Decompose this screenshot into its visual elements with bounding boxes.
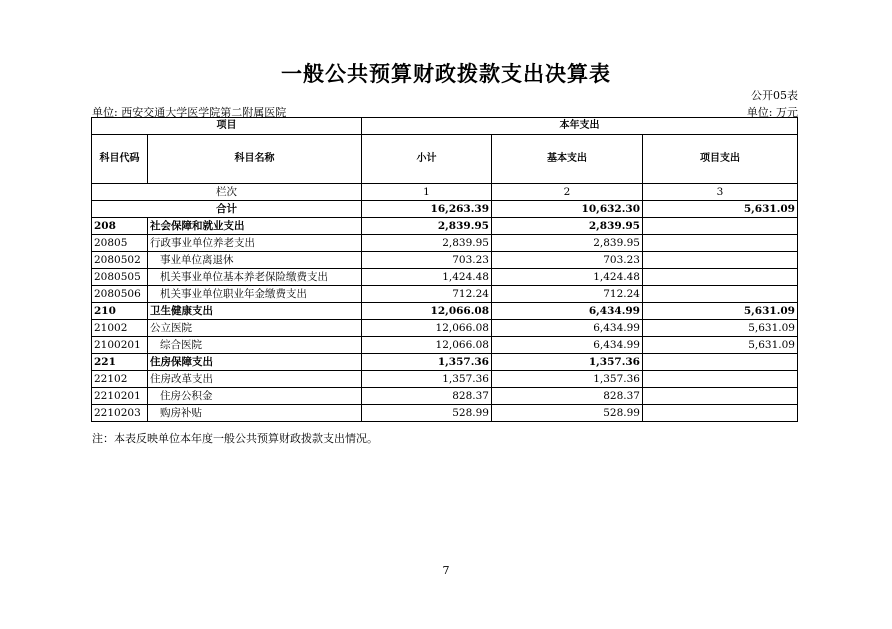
- row-name: 行政事业单位养老支出: [148, 235, 362, 252]
- row-project: [643, 235, 798, 252]
- table-row: [92, 218, 798, 235]
- currency-unit: 单位: 万元: [746, 106, 798, 119]
- row-project: [643, 405, 798, 422]
- code-header: 科目代码: [92, 135, 148, 184]
- row-code: 20805: [92, 235, 148, 252]
- row-subtotal: 2,839.95: [362, 218, 492, 235]
- row-code: 210: [92, 303, 148, 320]
- row-code: 208: [92, 218, 148, 235]
- row-basic: 2,839.95: [492, 235, 643, 252]
- row-code: 2080502: [92, 252, 148, 269]
- page-title: 一般公共预算财政拨款支出决算表: [281, 62, 611, 86]
- row-basic: 1,357.36: [492, 371, 643, 388]
- row-basic: 6,434.99: [492, 320, 643, 337]
- row-subtotal: 2,839.95: [362, 235, 492, 252]
- row-basic: 6,434.99: [492, 303, 643, 320]
- total-row: [92, 201, 798, 218]
- row-basic: 528.99: [492, 405, 643, 422]
- column-2: 2: [492, 184, 643, 201]
- row-project: [643, 252, 798, 269]
- row-name: 社会保障和就业支出: [148, 218, 362, 235]
- table-row: [92, 354, 798, 371]
- row-subtotal: 1,357.36: [362, 371, 492, 388]
- table-row: [92, 320, 798, 337]
- row-name: 公立医院: [148, 320, 362, 337]
- expenditure-table: [91, 117, 798, 422]
- project-header: 项目: [92, 118, 362, 135]
- row-code: 2080506: [92, 286, 148, 303]
- row-project: [643, 269, 798, 286]
- row-code: 221: [92, 354, 148, 371]
- table-row: [92, 405, 798, 422]
- total-subtotal: 16,263.39: [362, 201, 492, 218]
- row-project: 5,631.09: [643, 320, 798, 337]
- row-project: [643, 286, 798, 303]
- row-name: 住房改革支出: [148, 371, 362, 388]
- row-basic: 6,434.99: [492, 337, 643, 354]
- reporting-unit: 单位: 西安交通大学医学院第二附属医院: [92, 106, 287, 119]
- table-row: [92, 269, 798, 286]
- table-row: [92, 303, 798, 320]
- row-code: 22102: [92, 371, 148, 388]
- row-name: 购房补贴: [148, 405, 362, 422]
- row-name: 住房公积金: [148, 388, 362, 405]
- row-code: 2210201: [92, 388, 148, 405]
- row-project: [643, 371, 798, 388]
- total-label: 合计: [92, 201, 362, 218]
- total-basic: 10,632.30: [492, 201, 643, 218]
- row-subtotal: 1,424.48: [362, 269, 492, 286]
- row-subtotal: 712.24: [362, 286, 492, 303]
- row-project: 5,631.09: [643, 303, 798, 320]
- row-subtotal: 12,066.08: [362, 320, 492, 337]
- basic-header: 基本支出: [492, 135, 643, 184]
- row-code: 2100201: [92, 337, 148, 354]
- column-label: 栏次: [92, 184, 362, 201]
- subtotal-header: 小计: [362, 135, 492, 184]
- row-basic: 2,839.95: [492, 218, 643, 235]
- row-subtotal: 1,357.36: [362, 354, 492, 371]
- column-index-row: [92, 184, 798, 201]
- column-1: 1: [362, 184, 492, 201]
- row-project: 5,631.09: [643, 337, 798, 354]
- header-row-1: [92, 118, 798, 135]
- row-code: 2080505: [92, 269, 148, 286]
- row-name: 机关事业单位职业年金缴费支出: [148, 286, 362, 303]
- form-number: 公开05表: [751, 89, 798, 102]
- row-code: 21002: [92, 320, 148, 337]
- table-row: [92, 388, 798, 405]
- row-basic: 1,357.36: [492, 354, 643, 371]
- table-row: [92, 252, 798, 269]
- row-code: 2210203: [92, 405, 148, 422]
- table-row: [92, 235, 798, 252]
- table-row: [92, 371, 798, 388]
- row-subtotal: 12,066.08: [362, 303, 492, 320]
- row-name: 卫生健康支出: [148, 303, 362, 320]
- row-name: 机关事业单位基本养老保险缴费支出: [148, 269, 362, 286]
- name-header: 科目名称: [148, 135, 362, 184]
- table-note: 注：本表反映单位本年度一般公共预算财政拨款支出情况。: [92, 432, 378, 445]
- header-row-2: [92, 135, 798, 184]
- row-name: 事业单位离退休: [148, 252, 362, 269]
- row-project: [643, 354, 798, 371]
- row-basic: 1,424.48: [492, 269, 643, 286]
- row-name: 综合医院: [148, 337, 362, 354]
- row-subtotal: 703.23: [362, 252, 492, 269]
- row-project: [643, 218, 798, 235]
- row-basic: 703.23: [492, 252, 643, 269]
- row-project: [643, 388, 798, 405]
- total-project: 5,631.09: [643, 201, 798, 218]
- current-year-header: 本年支出: [362, 118, 798, 135]
- table-row: [92, 337, 798, 354]
- project-exp-header: 项目支出: [643, 135, 798, 184]
- row-subtotal: 528.99: [362, 405, 492, 422]
- row-subtotal: 12,066.08: [362, 337, 492, 354]
- page-number: 7: [442, 564, 450, 577]
- row-basic: 712.24: [492, 286, 643, 303]
- row-subtotal: 828.37: [362, 388, 492, 405]
- table-row: [92, 286, 798, 303]
- column-3: 3: [643, 184, 798, 201]
- row-basic: 828.37: [492, 388, 643, 405]
- row-name: 住房保障支出: [148, 354, 362, 371]
